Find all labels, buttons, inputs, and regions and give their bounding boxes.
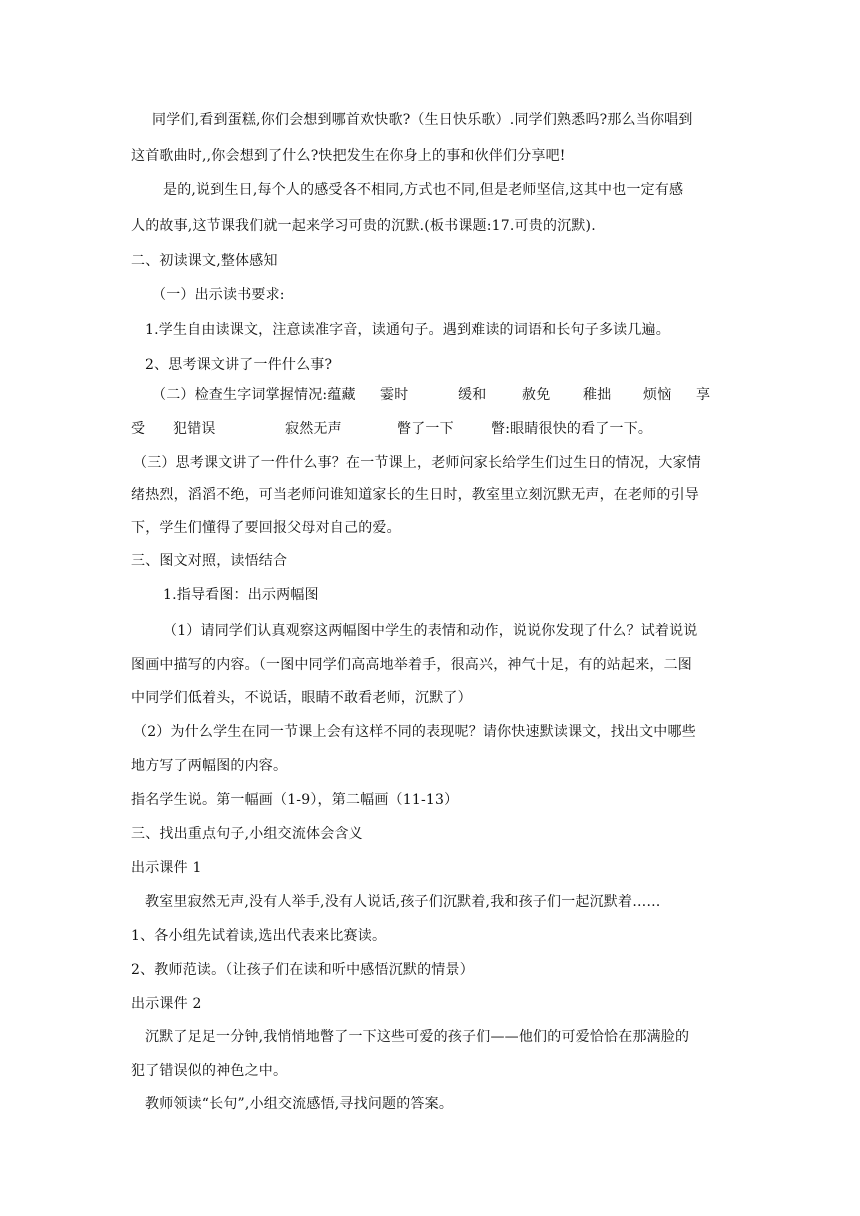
paragraph-line: 图画中描写的内容。（一图中同学们高高地举着手，很高兴，神气十足，有的站起来，二图 [131, 657, 692, 673]
list-item: 1、各小组先试着读,选出代表来比赛读。 [131, 928, 387, 944]
paragraph-line: 下，学生们懂得了要回报父母对自己的爱。 [131, 520, 401, 536]
section-heading: 三、找出重点句子,小组交流体会含义 [131, 826, 363, 842]
vocab-word: 烦恼 [643, 387, 672, 403]
paragraph-line: 人的故事,这节课我们就一起来学习可贵的沉默.(板书课题:17.可贵的沉默). [131, 218, 596, 234]
list-item: 1.指导看图：出示两幅图 [163, 587, 319, 603]
vocab-row [152, 385, 752, 405]
paragraph-line: 是的,说到生日,每个人的感受各不相同,方式也不同,但是老师坚信,这其中也一定有感 [163, 182, 684, 198]
quote-line: 教室里寂然无声,没有人举手,没有人说话,孩子们沉默着,我和孩子们一起沉默着…… [145, 894, 661, 910]
vocab-word: 稚拙 [583, 387, 612, 403]
vocab-word: 赦免 [522, 387, 551, 403]
quote-line: 沉默了足足一分钟,我悄悄地瞥了一下这些可爱的孩子们——他们的可爱恰恰在那满脸的 [145, 1029, 690, 1045]
paragraph-line: （1）请同学们认真观察这两幅图中学生的表情和动作，说说你发现了什么？试着说说 [163, 623, 698, 639]
subsection-heading: （一）出示读书要求: [152, 287, 285, 303]
vocab-word: 瞥了一下 [397, 421, 454, 437]
vocab-word: 缓和 [458, 387, 487, 403]
section-heading: 三、图文对照，读悟结合 [131, 553, 288, 569]
courseware-label: 出示课件 1 [131, 860, 202, 876]
paragraph-line: 同学们,看到蛋糕,你们会想到哪首欢快歌?（生日快乐歌）.同学们熟悉吗?那么当你唱到 [152, 112, 693, 128]
list-item: 2、教师范读。（让孩子们在读和听中感悟沉默的情景） [131, 962, 474, 978]
paragraph-line: 这首歌曲时,,你会想到了什么?快把发生在你身上的事和伙伴们分享吧! [131, 148, 566, 164]
courseware-label: 出示课件 2 [131, 996, 202, 1012]
list-item: 1.学生自由读课文，注意读准字音，读通句子。遇到难读的词语和长句子多读几遍。 [145, 322, 670, 338]
paragraph-line: 中同学们低着头，不说话，眼睛不敢看老师，沉默了） [131, 690, 472, 706]
quote-line: 犯了错误似的神色之中。 [131, 1063, 288, 1079]
paragraph-line: 教师领读“长句”,小组交流感悟,寻找问题的答案。 [145, 1096, 454, 1112]
paragraph-line: （三）思考课文讲了一件什么事？在一节课上，老师问家长给学生们过生日的情况，大家情 [133, 455, 701, 471]
vocab-word: 霎时 [380, 387, 409, 403]
vocab-word: 寂然无声 [285, 421, 342, 437]
paragraph-line: 绪热烈，滔滔不绝，可当老师问谁知道家长的生日时，教室里立刻沉默无声，在老师的引导 [131, 487, 699, 503]
vocab-word: 受 [131, 421, 146, 437]
list-item: 2、思考课文讲了一件什么事? [145, 357, 333, 373]
vocab-word: 犯错误 [173, 421, 216, 437]
vocab-lead: （二）检查生字词掌握情况:蕴藏 [152, 387, 356, 403]
paragraph-line: 地方写了两幅图的内容。 [131, 758, 288, 774]
vocab-row [131, 419, 731, 439]
section-heading: 二、初读课文,整体感知 [131, 253, 278, 269]
paragraph-line: （2）为什么学生在同一节课上会有这样不同的表现呢？请你快速默读课文，找出文中哪些 [133, 724, 696, 740]
paragraph-line: 指名学生说。第一幅画（1-9），第二幅画（11-13） [131, 792, 459, 808]
vocab-definition: 瞥:眼睛很快的看了一下。 [491, 421, 653, 437]
vocab-word: 享 [696, 387, 711, 403]
